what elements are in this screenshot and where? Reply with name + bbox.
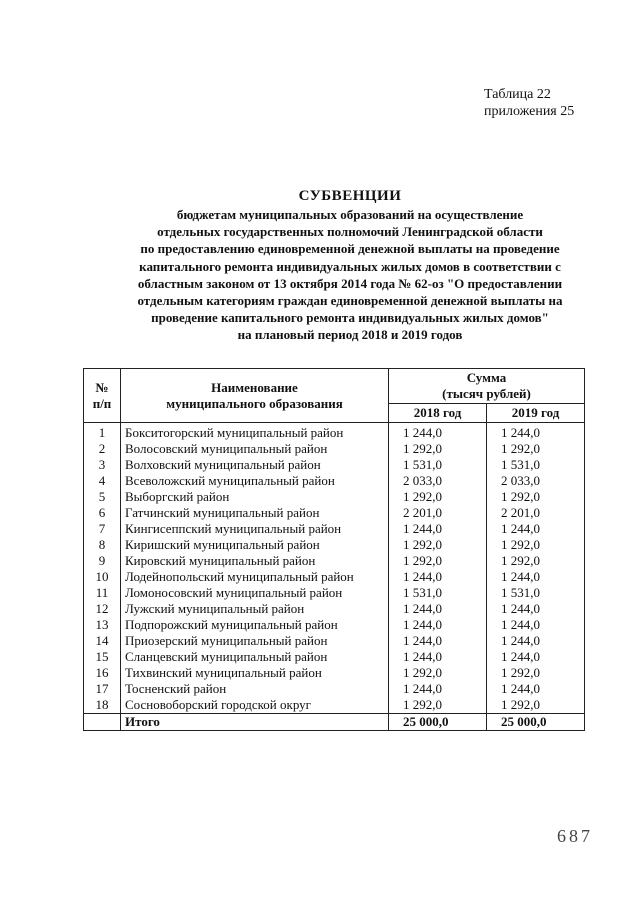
total-2018: 25 000,0 [389,714,487,731]
municipality-name: Сланцевский муниципальный район [121,649,389,665]
title-line: бюджетам муниципальных образований на осуществление [176,207,524,222]
amount-2018: 1 292,0 [389,489,487,505]
amount-2019: 2 033,0 [487,473,585,489]
row-number: 1 [84,423,121,442]
row-number: 9 [84,553,121,569]
row-number: 17 [84,681,121,697]
municipality-name: Кировский муниципальный район [121,553,389,569]
amount-2019: 1 292,0 [487,537,585,553]
amount-2019: 1 244,0 [487,423,585,442]
amount-2019: 1 244,0 [487,569,585,585]
table-row [84,633,585,649]
header-year-2018: 2018 год [389,404,487,423]
amount-2018: 1 292,0 [389,537,487,553]
reference-line-2: приложения 25 [484,104,575,119]
header-sum [389,369,585,404]
header-num-line-1: № [95,379,109,395]
municipality-name: Кингисеппский муниципальный район [121,521,389,537]
header-name-line-2: муниципального образования [166,395,343,411]
amount-2019: 1 244,0 [487,601,585,617]
title-line: отдельным категориям граждан единовременной денежной выплаты на [137,293,563,309]
table-row [84,697,585,714]
total-num-empty [84,714,121,731]
total-row [84,714,585,731]
header-sum-line-1: Сумма [466,370,507,385]
amount-2018: 1 244,0 [389,521,487,537]
page-number: 687 [557,826,593,846]
row-number: 13 [84,617,121,633]
amount-2019: 1 244,0 [487,681,585,697]
title-line: на плановый период 2018 и 2019 годов [237,327,463,343]
municipality-name: Лужский муниципальный район [121,601,389,617]
municipality-name: Гатчинский муниципальный район [121,505,389,521]
row-number: 4 [84,473,121,489]
amount-2019: 1 531,0 [487,585,585,601]
amount-2019: 1 531,0 [487,457,585,473]
table-row [84,681,585,697]
header-num [84,369,121,423]
amount-2018: 2 033,0 [389,473,487,489]
row-number: 3 [84,457,121,473]
amount-2018: 1 531,0 [389,457,487,473]
table-body [84,423,585,731]
row-number: 8 [84,537,121,553]
amount-2018: 1 244,0 [389,681,487,697]
municipality-name: Выборгский район [121,489,389,505]
row-number: 7 [84,521,121,537]
municipality-name: Тосненский район [121,681,389,697]
municipality-name: Киришский муниципальный район [121,537,389,553]
row-number: 16 [84,665,121,681]
document-title [70,186,630,344]
total-label: Итого [121,714,389,731]
row-number: 15 [84,649,121,665]
amount-2018: 1 244,0 [389,569,487,585]
row-number: 5 [84,489,121,505]
table-row [84,537,585,553]
total-2019: 25 000,0 [487,714,585,731]
municipality-name: Лодейнопольский муниципальный район [121,569,389,585]
table-row [84,423,585,442]
header-num-line-2: п/п [92,395,112,411]
header-name [121,369,389,423]
amount-2018: 2 201,0 [389,505,487,521]
title-line: капитального ремонта индивидуальных жилых домов в соответствии с [139,258,561,274]
amount-2018: 1 292,0 [389,665,487,681]
table-reference [484,86,574,120]
amount-2018: 1 292,0 [389,441,487,457]
amount-2019: 1 292,0 [487,697,585,714]
table-row [84,569,585,585]
amount-2019: 1 292,0 [487,489,585,505]
table-row [84,505,585,521]
municipality-name: Всеволожский муниципальный район [121,473,389,489]
amount-2018: 1 244,0 [389,423,487,442]
table-row [84,457,585,473]
amount-2018: 1 244,0 [389,617,487,633]
municipality-name: Тихвинский муниципальный район [121,665,389,681]
amount-2019: 2 201,0 [487,505,585,521]
municipality-name: Волосовский муниципальный район [121,441,389,457]
row-number: 11 [84,585,121,601]
row-number: 6 [84,505,121,521]
table-row [84,473,585,489]
table-row [84,649,585,665]
header-year-2019: 2019 год [487,404,585,423]
row-number: 18 [84,697,121,714]
amount-2019: 1 244,0 [487,633,585,649]
table-row [84,601,585,617]
table-row [84,441,585,457]
amount-2018: 1 531,0 [389,585,487,601]
amount-2019: 1 292,0 [487,553,585,569]
amount-2018: 1 292,0 [389,697,487,714]
header-name-line-1: Наименование [211,379,298,395]
row-number: 2 [84,441,121,457]
row-number: 14 [84,633,121,649]
municipality-name: Приозерский муниципальный район [121,633,389,649]
title-line: проведение капитального ремонта индивидуальных жилых домов" [151,310,549,326]
amount-2019: 1 292,0 [487,441,585,457]
amount-2018: 1 244,0 [389,601,487,617]
subsidies-table [83,368,585,731]
title-line: областным законом от 13 октября 2014 года № 62-оз "О предоставлении [137,275,563,291]
row-number: 10 [84,569,121,585]
municipality-name: Ломоносовский муниципальный район [121,585,389,601]
municipality-name: Волховский муниципальный район [121,457,389,473]
header-sum-line-2: (тысяч рублей) [442,386,531,401]
amount-2019: 1 292,0 [487,665,585,681]
amount-2019: 1 244,0 [487,521,585,537]
table-row [84,521,585,537]
municipality-name: Бокситогорский муниципальный район [121,423,389,442]
amount-2018: 1 244,0 [389,649,487,665]
table-row [84,585,585,601]
amount-2018: 1 244,0 [389,633,487,649]
amount-2019: 1 244,0 [487,617,585,633]
table-row [84,665,585,681]
title-line: отдельных государственных полномочий Ленинградской области [157,224,543,240]
table-row [84,489,585,505]
table-row [84,617,585,633]
row-number: 12 [84,601,121,617]
amount-2018: 1 292,0 [389,553,487,569]
table-row [84,553,585,569]
title-line: по предоставлению единовременной денежной выплаты на проведение [140,241,560,257]
reference-line-1: Таблица 22 [484,87,551,102]
amount-2019: 1 244,0 [487,649,585,665]
municipality-name: Сосновоборский городской округ [121,697,389,714]
municipality-name: Подпорожский муниципальный район [121,617,389,633]
title-main: СУБВЕНЦИИ [298,188,402,204]
